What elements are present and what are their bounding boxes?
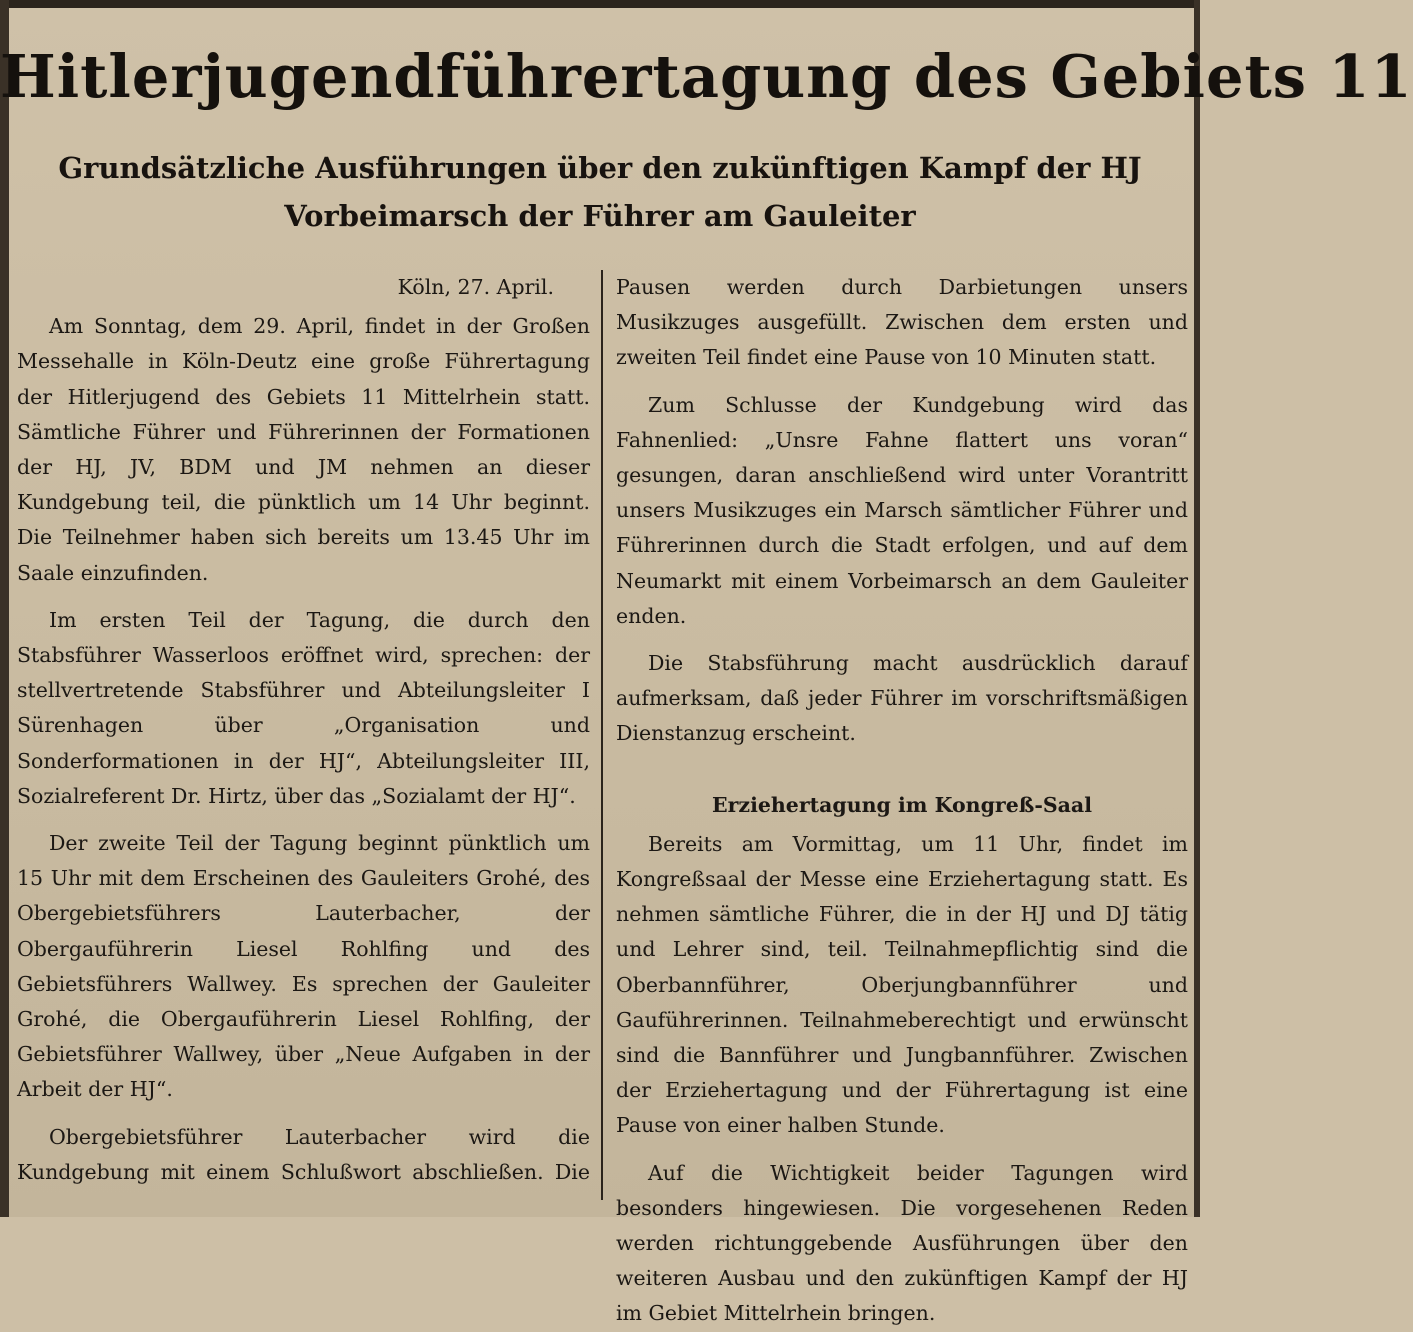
section-title: Erziehertagung im Kongreß-Saal	[712, 792, 1092, 817]
paragraph: Pausen werden durch Darbietungen unsers Musikzuges ausgefüllt. Zwischen dem ersten und zweiten Teil findet eine Pause von 10 Minuten statt.	[616, 275, 1188, 370]
subheadline-1: Grundsätzliche Ausführungen über den zukünftigen Kampf der HJ	[58, 151, 1142, 185]
headline: Hitlerjugendführertagung des Gebiets 11	[0, 42, 1413, 111]
article-column-left	[17, 270, 590, 1190]
column-divider	[601, 270, 603, 1200]
paragraph: Im ersten Teil der Tagung, die durch den Stabsführer Wasserloos eröffnet wird, sprechen: der stellvertretende Stabsführer und Abteilungsleiter I Sürenhagen über „Organisation und Sonderformationen in der HJ“, Abteilungsleiter III, Sozialreferent Dr. Hirtz, über das „Sozialamt der HJ“.	[17, 607, 590, 808]
scan-border-top	[0, 0, 1200, 8]
paragraph: Obergebietsführer Lauterbacher wird die Kundgebung mit einem Schlußwort abschließen. Die	[17, 1124, 590, 1184]
article-column-right	[616, 270, 1188, 1332]
paragraph: Bereits am Vormittag, um 11 Uhr, findet im Kongreßsaal der Messe eine Erziehertagung statt. Es nehmen sämtliche Führer, die in der HJ und DJ tätig und Lehrer sind, teil. Teilnahmepflichtig sind die Oberbannführer, Oberjungbannführer und Gauführerinnen. Teilnahmeberechtigt und erwünscht sind die Bannführer und Jungbannführer. Zwischen der Erziehertagung und der Führertagung ist eine Pause von einer halben Stunde.	[616, 831, 1188, 1138]
paragraph: Zum Schlusse der Kundgebung wird das Fahnenlied: „Unsre Fahne flattert uns voran“ gesungen, daran anschließend wird unter Vorantritt unsers Musikzuges ein Marsch sämtlicher Führer und Führerinnen durch die Stadt erfolgen, und auf dem Neumarkt mit einem Vorbeimarsch an dem Gauleiter enden.	[616, 392, 1188, 628]
paragraph: Am Sonntag, dem 29. April, findet in der Großen Messehalle in Köln-Deutz eine große Führertagung der Hitlerjugend des Gebiets 11 Mittelrhein statt. Sämtliche Führer und Führerinnen der Formationen der HJ, JV, BDM und JM nehmen an dieser Kundgebung teil, die pünktlich um 14 Uhr beginnt. Die Teilnehmer haben sich bereits um 13.45 Uhr im Saale einzufinden.	[17, 314, 590, 585]
paragraph: Der zweite Teil der Tagung beginnt pünktlich um 15 Uhr mit dem Erscheinen des Gauleiters Grohé, des Obergebietsführers Lauterbacher, der Obergauführerin Liesel Rohlfing und des Gebietsführers Wallwey. Es sprechen der Gauleiter Grohé, die Obergauführerin Liesel Rohlfing, der Gebietsführer Wallwey, über „Neue Aufgaben in der Arbeit der HJ“.	[17, 831, 590, 1102]
subheadline-2: Vorbeimarsch der Führer am Gauleiter	[284, 199, 916, 233]
paragraph: Die Stabsführung macht ausdrücklich darauf aufmerksam, daß jeder Führer im vorschriftsmäßigen Dienstanzug erscheint.	[616, 651, 1188, 746]
paragraph: Auf die Wichtigkeit beider Tagungen wird besonders hingewiesen. Die vorgesehenen Reden werden richtunggebende Ausführungen über den weiteren Ausbau und den zukünftigen Kampf der HJ im Gebiet Mittelrhein bringen.	[616, 1160, 1188, 1326]
dateline: Köln, 27. April.	[397, 275, 554, 299]
